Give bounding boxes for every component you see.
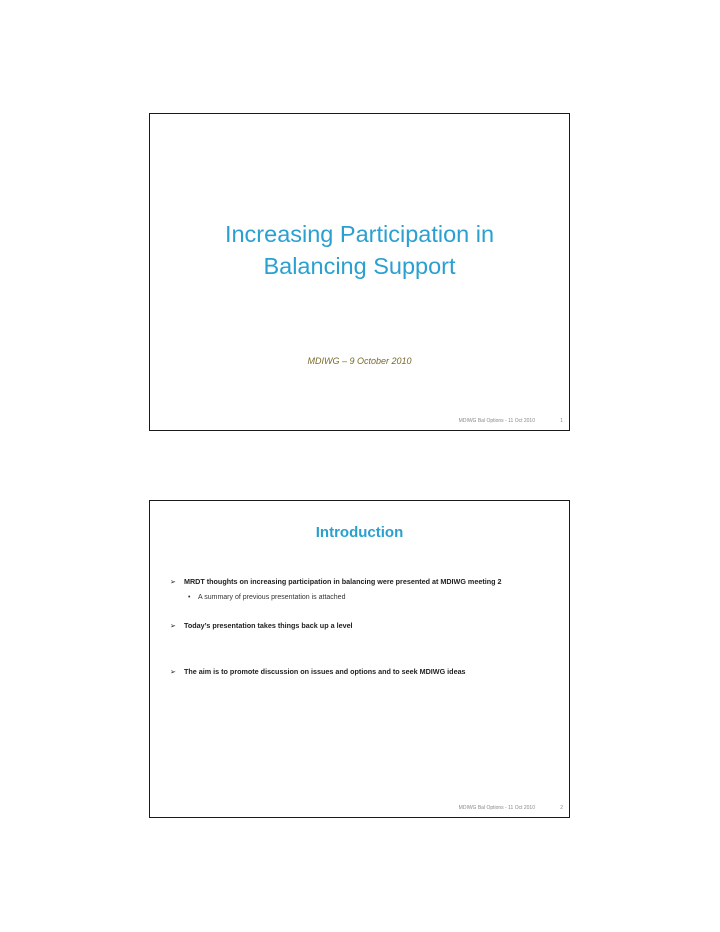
arrow-bullet-icon: ➢ [170, 578, 176, 586]
slide-2 [149, 500, 570, 818]
slide-1-title [150, 218, 569, 282]
bullet-2-text: Today’s presentation takes things back up a level [184, 621, 353, 630]
slide-1-subtitle: MDIWG – 9 October 2010 [307, 356, 412, 366]
slide-1-title-line-2: Balancing Support [263, 253, 456, 279]
slide-1-title-line-1: Increasing Participation in [224, 221, 495, 247]
sub-bullet-1 [188, 594, 561, 601]
slide-2-page-number: 2 [560, 805, 563, 811]
arrow-bullet-icon: ➢ [170, 668, 176, 676]
slide-1-footer: MDIWG Bal Options - 11 Oct 2010 [458, 418, 535, 424]
dot-bullet-icon: • [188, 594, 191, 601]
bullet-1 [170, 577, 561, 586]
bullet-3 [170, 667, 561, 676]
slide-2-title: Introduction [315, 524, 404, 541]
bullet-1-text: MRDT thoughts on increasing participation in balancing were presented at MDIWG meeting 2 [184, 577, 502, 586]
bullet-3-text: The aim is to promote discussion on issues and options and to seek MDIWG ideas [184, 667, 466, 676]
slide-2-footer: MDIWG Bal Options - 11 Oct 2010 [458, 805, 535, 811]
slide-1 [149, 113, 570, 431]
bullet-2 [170, 621, 561, 630]
sub-bullet-1-text: A summary of previous presentation is attached [198, 594, 346, 601]
slide-1-page-number: 1 [560, 418, 563, 424]
arrow-bullet-icon: ➢ [170, 622, 176, 630]
